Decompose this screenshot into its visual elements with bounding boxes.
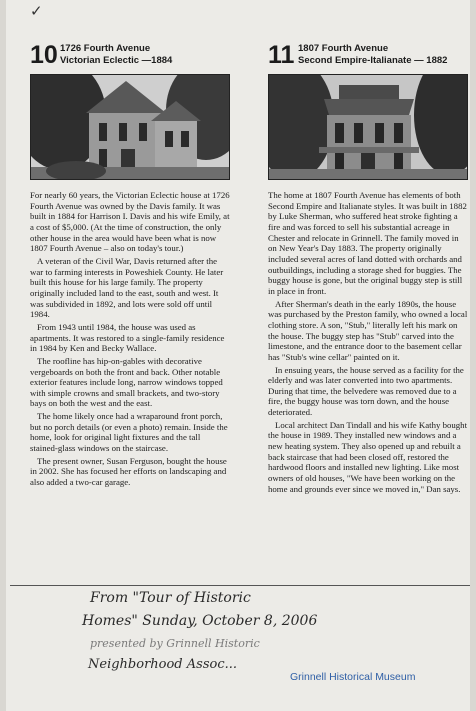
- handwritten-note-line: presented by Grinnell Historic: [90, 637, 260, 650]
- paragraph: The home at 1807 Fourth Avenue has elements of both Second Empire and Italianate styles. It was built in 1882 by Luke Sherman, who suffered heat stroke fighting a fire and was forced to sell his substantial acreage in Chester and relocate in Grinnell. The family moved in on New Year's Day 1883. The property originally included several acres of land dotted with orchards and outbuildings, including a storage shed for buggies. The buggy house is gone, but the original buggy step is still in place in front.: [268, 190, 467, 296]
- entry-style: Victorian Eclectic —1884: [60, 55, 173, 66]
- house-entry-10: [30, 40, 230, 490]
- entry-address: 1726 Fourth Avenue: [60, 43, 151, 54]
- house-photo: [268, 74, 468, 180]
- house-entry-11: [268, 40, 468, 496]
- entry-header: [268, 40, 468, 70]
- entry-description: [30, 190, 230, 488]
- paragraph: The present owner, Susan Ferguson, bought the house in 2002. She has focused her efforts on landscaping and also added a two-car garage.: [30, 455, 227, 488]
- paragraph: From 1943 until 1984, the house was used as apartments. It was restored to a single-family residence in 1984 by Ken and Becky Wallace.: [30, 321, 225, 354]
- paragraph: After Sherman's death in the early 1890s, the house was purchased by the Preston family, who owned a local clothing store. A son, "Stub," literally left his mark on the house. The buggy step has "Stub" carved into the limestone, and the entrance door to the basement cellar has "Stub's wine cellar" painted on it.: [268, 298, 468, 362]
- museum-watermark: Grinnell Historical Museum: [290, 671, 416, 683]
- paragraph: Local architect Dan Tindall and his wife Kathy bought the house in 1989. They installed new windows and a new heating system. They also opened up and rebuilt a back staircase that had been closed off, restored the hardwood floors and installed new lighting. Like most owners of old houses, "We have been working on the home and grounds ever since we moved in," Dan says.: [268, 419, 468, 494]
- handwritten-note-line: Neighborhood Assoc...: [88, 657, 237, 672]
- paragraph: The roofline has hip-on-gables with decorative vergeboards on both the front and back. Other notable exterior features include long, narrow windows topped with simple crowns and small brackets, and two-story bays on both the west and the east.: [30, 355, 223, 409]
- paragraph: For nearly 60 years, the Victorian Eclectic house at 1726 Fourth Avenue was owned by the Davis family. It was built in 1884 for Harrison I. Davis and his wife Emily, at a cost of $5,000. (At the time of construction, the only other house in the area would have been what is now 1807 Fourth Avenue – also on today's tour.): [30, 190, 230, 254]
- entry-header: [30, 40, 230, 70]
- entry-style: Second Empire-Italianate — 1882: [298, 55, 448, 66]
- checkmark: ✓: [30, 2, 43, 20]
- divider-line: [10, 585, 470, 586]
- entry-description: [268, 190, 468, 494]
- paragraph: The home likely once had a wraparound front porch, but no porch details (or even a photo) remain. Inside the home, look for original light fixtures and the tall stained-glass windows on the staircase.: [30, 411, 228, 454]
- entry-number: 10: [30, 41, 58, 69]
- paragraph: A veteran of the Civil War, Davis returned after the war to farming interests in Poweshiek County. He later built this house for his large family. The property originally included land to the east, south and west. It was subdivided in 1892, and lots were sold off until 1984.: [30, 255, 224, 320]
- paragraph: In ensuing years, the house served as a facility for the elderly and was later converted into two apartments. During that time, the belvedere was removed due to a fire, the buggy house was torn down, and the house deteriorated.: [268, 364, 464, 418]
- handwritten-note-line: From "Tour of Historic: [90, 590, 251, 606]
- handwritten-note-line: Homes" Sunday, October 8, 2006: [82, 613, 318, 629]
- entry-number: 11: [268, 41, 295, 69]
- entry-address: 1807 Fourth Avenue: [298, 43, 389, 54]
- house-photo: [30, 74, 230, 180]
